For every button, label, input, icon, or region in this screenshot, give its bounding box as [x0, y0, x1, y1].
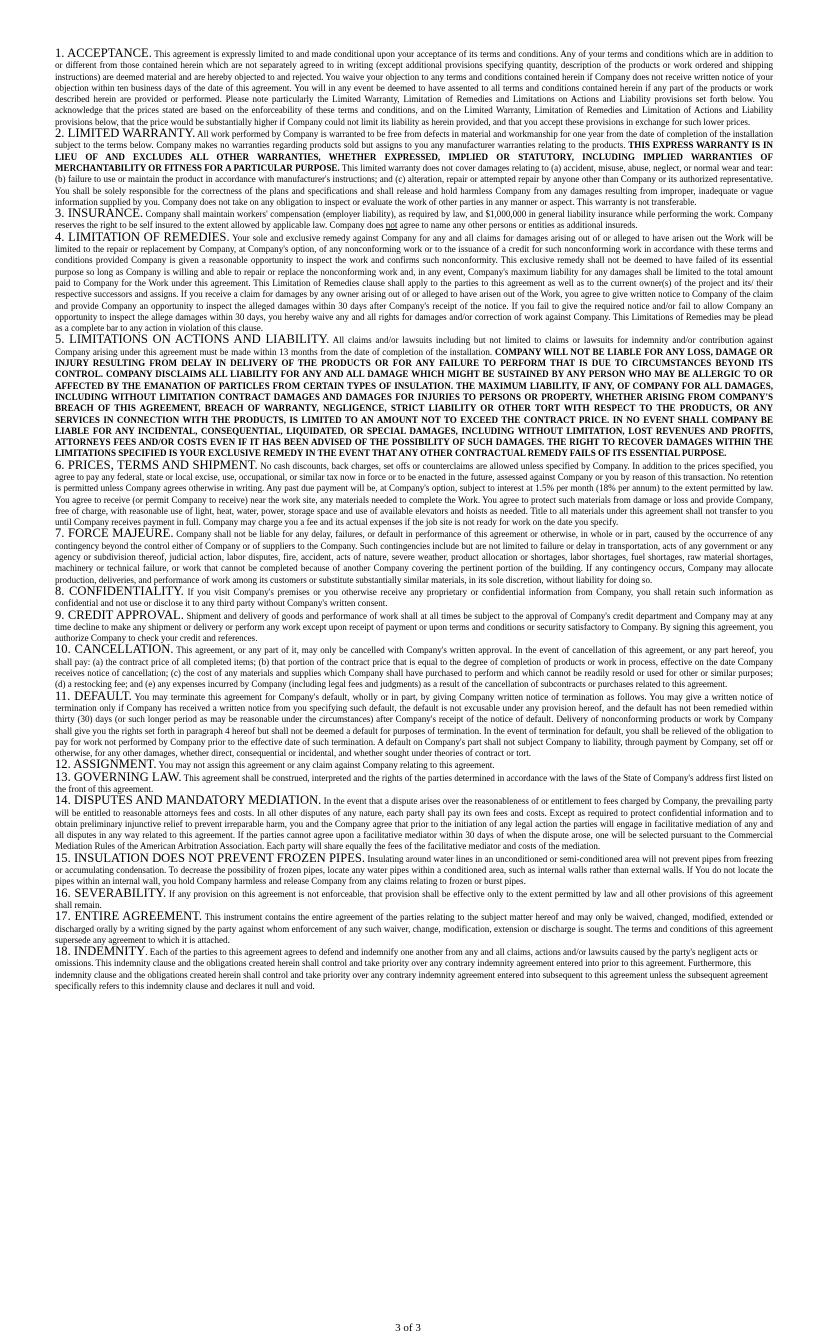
- clause-text: . Each of the parties to this agreement agrees to defend and indemnify one another from any and all claims, actions and/or lawsuits caused by the party's negligent acts or omissions. This indemnity clause and the obligations created herein shall control and take priority over any contrary indemnity agreement entered into prior to this agreement. Furthermore, this indemnity clause and the obligations created herein shall control and take priority over any contrary indemnity agreement entered into subsequent to this agreement unless the subsequent agreement specifically refers to this indemnity clause and declares it null and void.: [55, 947, 768, 992]
- clause-text: Insulating around water lines in an unconditioned or semi-conditioned area will not prevent pipes from freezing or accumulating condensation. To decrease the possibility of frozen pipes, locate any water pipes within a conditioned area, such as internal walls rather than external walls. If You do not locate the pipes within an internal wall, you hold Company harmless and release Company from any claims relating to frozen or burst pipes.: [55, 853, 773, 887]
- clause-text: Your sole and exclusive remedy against Company for any and all claims for damages arising out of or alleged to have arisen out the Work will be limited to the repair or replacement by Company, at Company's option, of any nonconforming work or to the issuance of a credit for such nonconforming work in accordance with these terms and conditions provided Company is given a reasonable opportunity to inspect the work and confirms such nonconformity. This exclusive remedy shall not be deemed to have failed of its essential purpose so long as Company is willing and able to repair or replace the nonconforming work and, in any event, Company's maximum liability for any damages shall be limited to the total amount paid to Company for the Work under this agreement. This Limitation of Remedies clause shall apply to the parties to this agreement as well as to the current owner(s) of the project and its/ their respective successors and assigns. If you receive a claim for damages by any owner arising out of or alleged to have arisen out of the Work, you agree to give written notice to Company of the claim and provide Company an opportunity to inspect the alleged damages within 30 days after Company's receipt of the notice. If you fail to give the required notice and/or fail to allow Company an opportunity to inspect the allege damages within 30 days, you hereby waive any and all rights for damages and/or correction of work against Company. This Limitations of Remedies may be plead as a complete bar to any action in violation of this clause.: [55, 232, 773, 334]
- clause-entire-agreement: [55, 911, 773, 946]
- clause-text: This instrument contains the entire agreement of the parties relating to the subject matter hereof and may only be waived, changed, modified, extended or discharged orally by a writing signed by the party against whom enforcement of any such waiver, change, modification, extension or discharge is sought. The terms and conditions of this agreement supersede any agreement to which it is attached.: [55, 912, 773, 945]
- clause-limited-warranty: [55, 128, 773, 208]
- clause-heading: 2. LIMITED WARRANTY.: [55, 126, 196, 141]
- clause-text: This agreement is expressly limited to and made conditional upon your acceptance of its terms and conditions. Any of your terms and conditions which are in addition to or different from those contained herein which are not separately agreed to in writing (except additional provisions specifying quantity, description of the products or work ordered and shipping instructions) are deemed material and are hereby objected to and rejected. You waive your objection to any terms and conditions contained herein if Company does not receive written notice of your objection within ten business days of the date of this agreement. You will in any event be deemed to have assented to all terms and conditions contained herein if any part of the products or work described herein are provided or performed. Please note particularly the Limited Warranty, Limitation of Remedies and Limitations on Actions and Liability provisions set forth below. You acknowledge that the prices stated are based on the enforceability of these terms and conditions, and on the Limited Warranty, Limitation of Remedies and Limitation of Actions and Liability provisions below, that the price would be substantially higher if Company could not limit its liability as herein provided, and that you accept these provisions in exchange for such lower prices.: [55, 49, 773, 127]
- clause-heading: 6. PRICES, TERMS AND SHIPMENT.: [55, 457, 258, 472]
- clause-heading: 1. ACCEPTANCE.: [55, 46, 152, 60]
- clause-text: If any provision on this agreement is not enforceable, that provision shall be effective only to the extent permitted by law and all other provisions of this agreement shall remain.: [55, 888, 773, 910]
- clause-text: All work performed by Company is warranted to be free from defects in material and workmanship for one year from the date of completion of the installation subject to the terms below. Company makes no warranties regarding products sold but assigns to you any manufacturer warranties relating to the products.: [55, 129, 773, 151]
- clause-severability: [55, 885, 773, 912]
- clause-acceptance: [55, 48, 773, 128]
- clause-text: This limited warranty does not cover damages relating to (a) accident, misuse, abuse, neglect, or normal wear and tear: (b) failure to use or maintain the product in accordance with manufacturer's instructions; and (c) alteration, repair or attempted repair by anyone other than Company or its authorized representative. You shall be solely responsible for the correctness of the plans and specifications and shall release and hold harmless Company from any damages resulting from improper, inadequate or vague information supplied by you. Company does not take on any obligation to inspect or evaluate the work of other parties in any manner or aspect. This warranty is not transferable.: [55, 162, 774, 207]
- clause-heading: 13. GOVERNING LAW.: [55, 769, 182, 784]
- clause-governing-law: [55, 769, 773, 796]
- page-number: 3 of 3: [395, 1322, 421, 1334]
- clause-confidentiality: [55, 583, 774, 610]
- clause-text: agree to name any other persons or entities as additional insureds.: [397, 220, 638, 231]
- clause-text: You may terminate this agreement for Company's default, wholly or in part, by giving Company written notice of termination as follows. You may give a written notice of termination only if Company has received a written notice from you specifying such default, the default is not excusable under any provision hereof, and the default has not been remedied within thirty (30) days (or such longer period as may be reasonable under the circumstances) after Company's receipt of the notice of default. Delivery of nonconforming products or work by Company shall give you the rights set forth in paragraph 4 hereof but shall not be deemed a default for purposes of termination. In the event of termination for default, you shall be relieved of the obligation to pay for work not performed by Company prior to the effective date of such termination. A default on Company's part shall not subject Company to liability, through payment by Company, set off or otherwise, for any other damages, whether direct, consequential or incidental, and whether sought under theories of contract or tort.: [55, 691, 773, 759]
- clause-heading: 3. INSURANCE.: [55, 206, 144, 221]
- clause-heading: 7. FORCE MAJEURE.: [55, 526, 174, 541]
- clause-force-majeure: [55, 528, 773, 585]
- clause-text: If you visit Company's premises or you otherwise receive any proprietary or confidential information from Company, you shall retain such information as confidential and not use or disclose it to any third party without Company's written consent.: [55, 586, 774, 609]
- clause-heading: 8. CONFIDENTIALITY.: [55, 583, 184, 598]
- clause-emphasis: COMPANY WILL NOT BE LIABLE FOR ANY LOSS, DAMAGE OR INJURY RESULTING FROM DELAY IN DELIVERY OF THE PRODUCTS OR FOR ANY FAILURE TO PERFORM THAT IS DUE TO CIRCUMSTANCES BEYOND ITS CONTROL. COMPANY DISCLAIMS ALL LIABILITY FOR ANY AND ALL DAMAGE WHICH MIGHT BE SUSTAINED BY ANY PERSON WHO MAY BE ALLERGIC TO OR AFFECTED BY THE EMANATION OF PARTICLES FROM CERTAIN TYPES OF INSULATION. THE MAXIMUM LIABILITY, IF ANY, OF COMPANY FOR ALL DAMAGES, INCLUDING WITHOUT LIMITATION CONTRACT DAMAGES AND DAMAGES FOR INJURIES TO PERSONS OR PROPERTY, WHETHER ARISING FROM COMPANY'S BREACH OF THIS AGREEMENT, BREACH OF WARRANTY, NEGLIGENCE, STRICT LIABILITY OR OTHER TORT WITH RESPECT TO THE PRODUCTS, OR ANY SERVICES IN CONNECTION WITH THE PRODUCTS, IS LIMITED TO AN AMOUNT NOT TO EXCEED THE CONTRACT PRICE. IN NO EVENT SHALL COMPANY BE LIABLE FOR ANY INCIDENTAL, CONSEQUENTIAL, LIQUIDATED, OR SPECIAL DAMAGES, INCLUDING WITHOUT LIMITATION, LOST REVENUES AND PROFITS, ATTORNEYS FEES AND/OR COSTS EVEN IF IT HAS BEEN ADVISED OF THE POSSIBILITY OF SUCH DAMAGES. THE RIGHT TO RECOVER DAMAGES WITHIN THE LIMITATIONS SPECIFIED IS YOUR EXCLUSIVE REMEDY IN THE EVENT THAT ANY OTHER CONTRACTUAL REMEDY FAILS OF ITS ESSENTIAL PURPOSE.: [55, 346, 773, 459]
- clause-prices-terms-shipment: [55, 457, 773, 529]
- clause-heading: 17. ENTIRE AGREEMENT.: [55, 909, 203, 924]
- clause-text: In the event that a dispute arises over the reasonableness of or entitlement to fees charged by Company, the prevailing party will be entitled to reasonable attorneys fees and costs. In all other disputes of any nature, each party shall pay its own fees and costs. Except as required to protect confidential information and to obtain preliminary injunctive relief to prevent irreparable harm, you and the Company agree that prior to the initiation of any legal action the parties will engage in facilitative mediation of any and all disputes in any way related to this agreement. If the parties cannot agree upon a facilitative mediator within 30 days of when the dispute arose, one will be selected pursuant to the Commercial Mediation Rules of the American Arbitration Association. Each party will share equally the fees of the facilitative mediator and costs of the mediation.: [55, 796, 773, 852]
- clause-credit-approval: [55, 607, 773, 645]
- clause-heading: 18. INDEMNITY: [55, 944, 146, 959]
- clause-text: No cash discounts, back charges, set offs or counterclaims are allowed unless specified by Company. In addition to the prices specified, you agree to pay any federal, state or local excise, use, occupational, or similar tax now in force or to be enacted in the future, assessed against Company or you by reason of this transaction. No retention is permitted unless Company agrees otherwise in writing. Any past due payment will be, at Company's option, subject to interest at 1.5% per month (18% per annum) to the extent permitted by law. You agree to receive (or permit Company to receive) near the work site, any materials needed to complete the Work. You agree to protect such materials from damage or loss and provide Company, free of charge, with reasonable use of light, heat, water, power, storage space and use of available elevators and hoists as needed. Title to all materials under this agreement shall not transfer to you until Company receives payment in full. Company may charge you a fee and its actual expenses if the job site is not ready for work on the date you specify.: [55, 460, 773, 528]
- clause-limitations-on-actions: [55, 334, 773, 459]
- clause-heading: 10. CANCELLATION.: [55, 642, 174, 657]
- clause-indemnity: [55, 946, 773, 992]
- clause-heading: 5. LIMITATIONS ON ACTIONS AND LIABILITY.: [55, 332, 330, 347]
- clause-text: You may not assign this agreement or any claim against Company relating to this agreement.: [156, 760, 495, 771]
- clause-disputes-mediation: [55, 795, 773, 852]
- clause-heading: 15. INSULATION DOES NOT PREVENT FROZEN PIPES.: [55, 850, 366, 865]
- clause-limitation-of-remedies: [55, 229, 773, 335]
- clause-underlined: not: [385, 220, 398, 231]
- clause-text: This agreement, or any part of it, may only be cancelled with Company's written approval. In the event of cancellation of this agreement, or any part hereof, you shall pay: (a) the contract price of all completed items; (b) that portion of the contract price that is equal to the degree of completion of products or work in process, effective on the date Company receives notice of cancellation; (c) the cost of any materials and supplies which Company shall have purchased to perform and which cannot be readily resold or used for other or similar purposes; (d) a restocking fee; and (e) any expenses incurred by Company (including legal fees and judgments) as a result of the cancellation of subcontracts or purchases related to this agreement.: [55, 645, 774, 690]
- clause-heading: 11. DEFAULT.: [55, 688, 132, 703]
- clause-text: All claims and/or lawsuits including but not limited to claims or lawsuits for indemnity and/or contribution against Company arising under this agreement must be made within 13 months from the date of completion of the installation.: [55, 335, 773, 357]
- clause-text: Shipment and delivery of goods and performance of work shall at all times be subject to the approval of Company's credit department and Company may at any time decline to make any shipment or delivery or perform any work except upon receipt of payment or upon terms and conditions or security satisfactory to Company. By signing this agreement, you authorize Company to check your credit and references.: [55, 610, 773, 644]
- clause-heading: 12. ASSIGNMENT.: [55, 757, 157, 772]
- clause-heading: 16. SEVERABILITY.: [55, 885, 167, 900]
- clause-heading: 9. CREDIT APPROVAL.: [55, 607, 184, 622]
- clause-cancellation: [55, 644, 773, 690]
- clause-insurance: [55, 208, 773, 232]
- clause-text: Company shall not be liable for any delay, failures, or default in performance of this agreement or otherwise, in whole or in part, caused by the occurrence of any contingency beyond the control either of Company or of suppliers to the Company. Such contingencies include but are not limited to failure or delay in transportation, acts of any government or any agency or subdivision thereof, judicial action, labor disputes, fire, accident, acts of nature, severe weather, product allocation or shortages, labor shortages, fuel shortages, raw material shortages, machinery or technical failure, or work that cannot be completed because of another Company covering the pertinent portion of the building. If any contingency occurs, Company may allocate production, deliveries, and performance of work among its customers or substitute substantially similar materials, in its sole discretion, without liability for doing so.: [55, 529, 773, 585]
- clause-heading: 14. DISPUTES AND MANDATORY MEDIATION.: [55, 793, 322, 808]
- clause-text: Company shall maintain workers' compensation (employer liability), as required by law, and $1,000,000 in general liability insurance while performing the work. Company reserves the right to be self insured to the extent allowed by applicable law. Company does: [55, 209, 773, 231]
- clause-emphasis: THIS EXPRESS WARRANTY IS IN LIEU OF AND EXCLUDES ALL OTHER WARRANTIES, WHETHER EXPRESSED, IMPLIED OR STATUTORY, INCLUDING IMPLIED WARRANTIES OF MERCHANTABILITY OR FITNESS FOR A PARTICULAR PURPOSE.: [55, 140, 773, 173]
- terms-and-conditions: [55, 48, 773, 992]
- clause-heading: 4. LIMITATION OF REMEDIES.: [55, 229, 230, 244]
- clause-text: This agreement shall be construed, interpreted and the rights of the parties determined in accordance with the laws of the State of Company's address first listed on the front of this agreement.: [55, 772, 773, 794]
- clause-default: [55, 688, 773, 760]
- clause-frozen-pipes: [55, 850, 773, 888]
